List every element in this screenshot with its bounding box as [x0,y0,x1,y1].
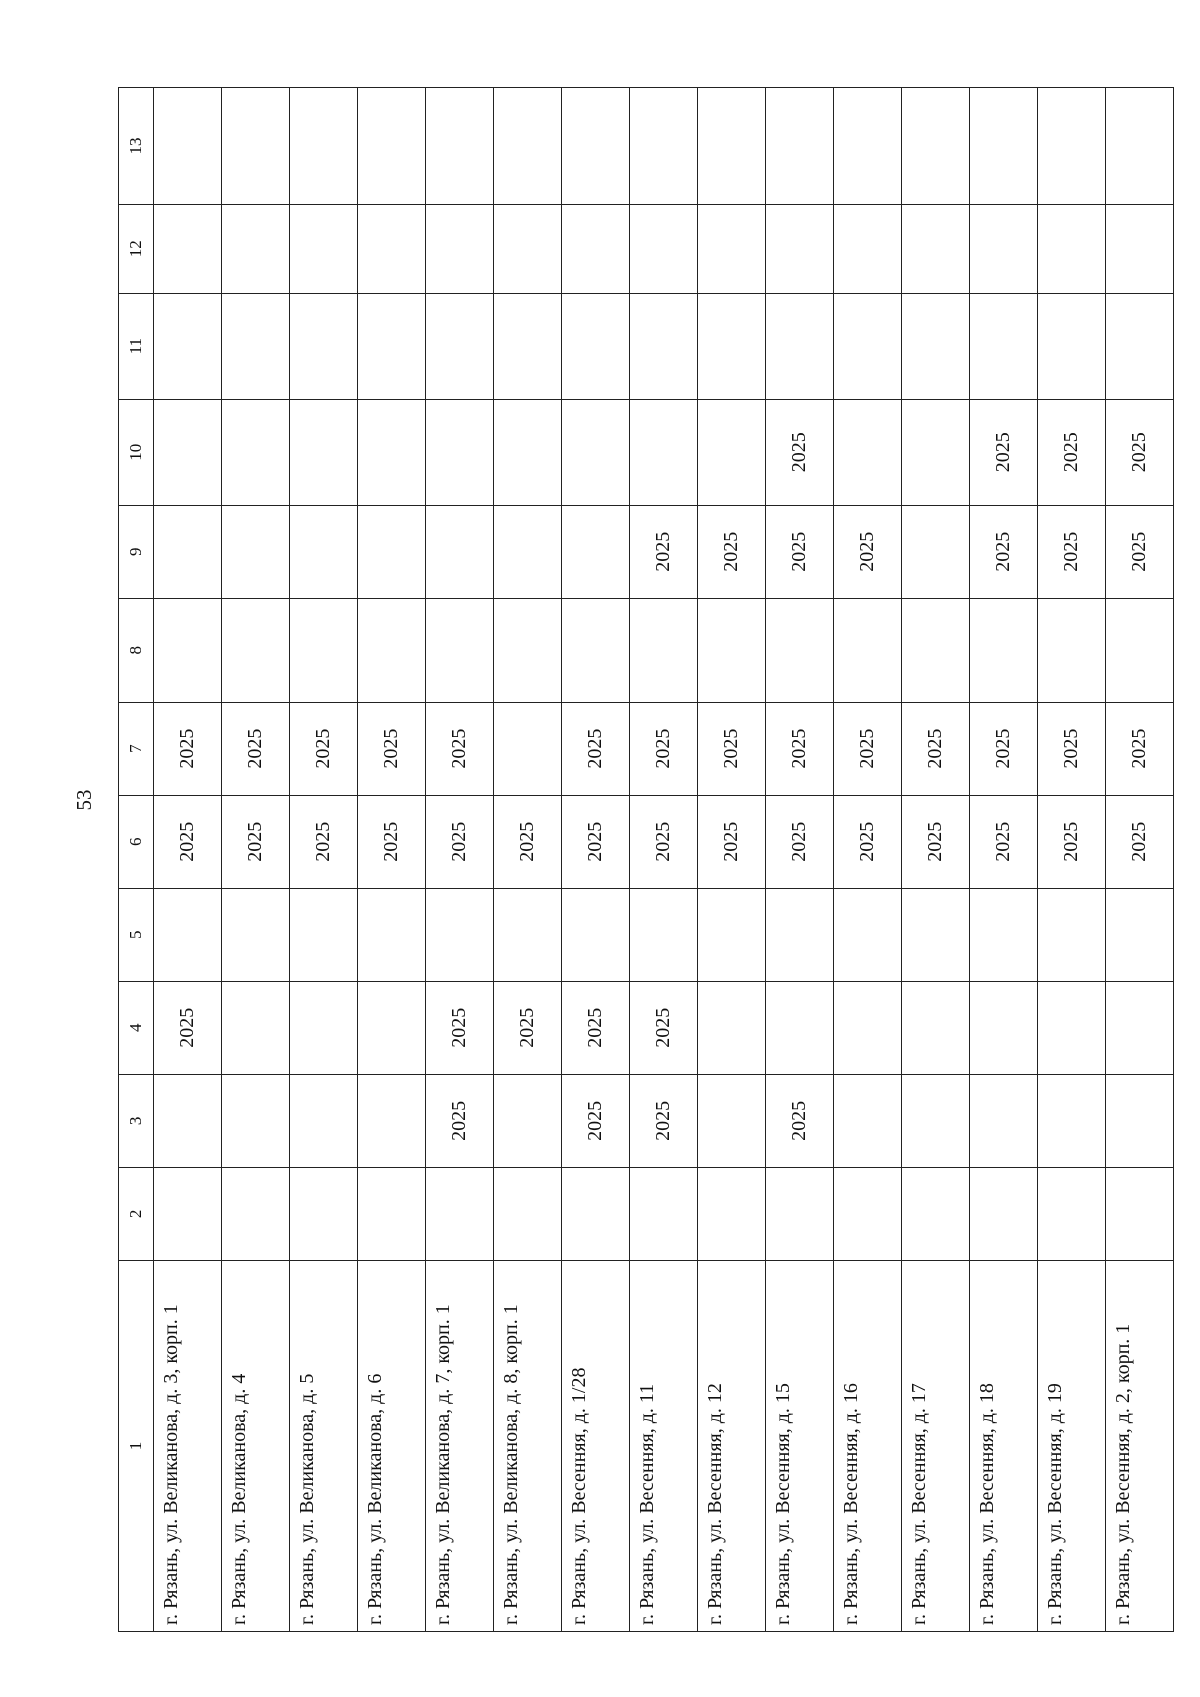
year-cell-col-3 [1038,1074,1106,1167]
year-cell-col-7: 2025 [902,702,970,795]
year-cell-col-4 [902,981,970,1074]
year-cell-col-4 [970,981,1038,1074]
table-row [1106,88,1174,1632]
year-cell-col-9: 2025 [970,505,1038,598]
table-row [698,88,766,1632]
table-row [426,88,494,1632]
year-cell-col-6: 2025 [426,795,494,888]
year-cell-col-5 [222,888,290,981]
year-cell-col-4: 2025 [494,981,562,1074]
column-header-3: 3 [119,1074,154,1167]
year-cell-col-10 [698,399,766,505]
year-cell-col-13 [902,88,970,205]
year-cell-col-5 [970,888,1038,981]
year-cell-col-4 [222,981,290,1074]
year-cell-col-12 [222,204,290,293]
year-cell-col-12 [494,204,562,293]
year-cell-col-10 [630,399,698,505]
year-cell-col-13 [494,88,562,205]
year-cell-col-8 [970,598,1038,702]
year-cell-col-12 [562,204,630,293]
table-row [766,88,834,1632]
year-cell-col-5 [562,888,630,981]
year-cell-col-5 [630,888,698,981]
column-header-10: 10 [119,399,154,505]
table-row [970,88,1038,1632]
year-cell-col-12 [1038,204,1106,293]
year-cell-col-5 [426,888,494,981]
year-cell-col-5 [698,888,766,981]
year-cell-col-5 [766,888,834,981]
year-cell-col-6: 2025 [1106,795,1174,888]
year-cell-col-2 [970,1167,1038,1260]
year-cell-col-12 [698,204,766,293]
year-cell-col-3 [222,1074,290,1167]
year-cell-col-4 [766,981,834,1074]
year-cell-col-10 [426,399,494,505]
year-cell-col-13 [834,88,902,205]
year-cell-col-11 [902,293,970,399]
year-cell-col-6: 2025 [698,795,766,888]
year-cell-col-7: 2025 [698,702,766,795]
year-cell-col-10: 2025 [1038,399,1106,505]
column-header-1: 1 [119,1260,154,1631]
table-row [290,88,358,1632]
year-cell-col-7: 2025 [562,702,630,795]
year-cell-col-7: 2025 [290,702,358,795]
year-cell-col-11 [630,293,698,399]
year-cell-col-13 [222,88,290,205]
year-cell-col-2 [902,1167,970,1260]
year-cell-col-12 [834,204,902,293]
year-cell-col-10: 2025 [1106,399,1174,505]
year-cell-col-13 [358,88,426,205]
year-cell-col-2 [290,1167,358,1260]
table-row [494,88,562,1632]
year-cell-col-13 [290,88,358,205]
year-cell-col-6: 2025 [154,795,222,888]
year-cell-col-11 [698,293,766,399]
year-cell-col-13 [698,88,766,205]
year-cell-col-13 [562,88,630,205]
column-header-2: 2 [119,1167,154,1260]
year-cell-col-4: 2025 [154,981,222,1074]
year-cell-col-8 [630,598,698,702]
year-cell-col-10: 2025 [970,399,1038,505]
year-cell-col-3 [902,1074,970,1167]
year-cell-col-8 [562,598,630,702]
year-cell-col-10 [222,399,290,505]
year-cell-col-2 [766,1167,834,1260]
year-cell-col-7: 2025 [222,702,290,795]
year-cell-col-12 [902,204,970,293]
column-header-5: 5 [119,888,154,981]
address-cell: г. Рязань, ул. Весенняя, д. 12 [698,1260,766,1631]
year-cell-col-9: 2025 [766,505,834,598]
table-row [154,88,222,1632]
year-cell-col-5 [358,888,426,981]
table-row [222,88,290,1632]
year-cell-col-11 [290,293,358,399]
year-cell-col-4 [834,981,902,1074]
year-cell-col-10: 2025 [766,399,834,505]
year-cell-col-12 [970,204,1038,293]
year-cell-col-3: 2025 [426,1074,494,1167]
year-cell-col-7: 2025 [426,702,494,795]
year-cell-col-6: 2025 [766,795,834,888]
year-cell-col-4: 2025 [630,981,698,1074]
page-number: 53 [72,789,96,811]
year-cell-col-9 [290,505,358,598]
year-cell-col-5 [902,888,970,981]
year-cell-col-8 [902,598,970,702]
year-cell-col-11 [1106,293,1174,399]
year-cell-col-10 [154,399,222,505]
column-header-13: 13 [119,88,154,205]
year-cell-col-3 [1106,1074,1174,1167]
year-cell-col-10 [902,399,970,505]
year-cell-col-8 [698,598,766,702]
year-cell-col-10 [562,399,630,505]
year-cell-col-13 [766,88,834,205]
year-cell-col-3 [698,1074,766,1167]
year-cell-col-11 [358,293,426,399]
year-cell-col-12 [426,204,494,293]
year-cell-col-7 [494,702,562,795]
year-cell-col-3 [970,1074,1038,1167]
year-cell-col-13 [1038,88,1106,205]
year-cell-col-8 [358,598,426,702]
table-row [358,88,426,1632]
year-cell-col-10 [358,399,426,505]
column-header-9: 9 [119,505,154,598]
year-cell-col-2 [358,1167,426,1260]
table-row [834,88,902,1632]
year-cell-col-2 [630,1167,698,1260]
table-container [118,87,1150,1632]
address-cell: г. Рязань, ул. Весенняя, д. 2, корп. 1 [1106,1260,1174,1631]
year-cell-col-9 [902,505,970,598]
column-header-6: 6 [119,795,154,888]
year-cell-col-5 [494,888,562,981]
year-cell-col-8 [426,598,494,702]
year-cell-col-13 [630,88,698,205]
address-cell: г. Рязань, ул. Весенняя, д. 18 [970,1260,1038,1631]
year-cell-col-2 [154,1167,222,1260]
year-cell-col-2 [222,1167,290,1260]
year-cell-col-6: 2025 [1038,795,1106,888]
year-cell-col-13 [1106,88,1174,205]
table-header [119,88,154,1632]
year-cell-col-3: 2025 [562,1074,630,1167]
year-cell-col-10 [494,399,562,505]
year-cell-col-12 [358,204,426,293]
year-cell-col-8 [290,598,358,702]
year-cell-col-4: 2025 [562,981,630,1074]
year-cell-col-8 [1106,598,1174,702]
year-cell-col-11 [154,293,222,399]
year-cell-col-8 [222,598,290,702]
year-cell-col-4 [1038,981,1106,1074]
schedule-table [118,87,1174,1632]
year-cell-col-11 [1038,293,1106,399]
year-cell-col-4: 2025 [426,981,494,1074]
year-cell-col-6: 2025 [358,795,426,888]
year-cell-col-8 [1038,598,1106,702]
year-cell-col-8 [834,598,902,702]
column-header-8: 8 [119,598,154,702]
year-cell-col-3 [358,1074,426,1167]
year-cell-col-7: 2025 [1038,702,1106,795]
year-cell-col-3: 2025 [766,1074,834,1167]
address-cell: г. Рязань, ул. Весенняя, д. 11 [630,1260,698,1631]
year-cell-col-8 [154,598,222,702]
year-cell-col-9 [358,505,426,598]
address-cell: г. Рязань, ул. Великанова, д. 3, корп. 1 [154,1260,222,1631]
year-cell-col-12 [290,204,358,293]
year-cell-col-2 [698,1167,766,1260]
address-cell: г. Рязань, ул. Весенняя, д. 16 [834,1260,902,1631]
year-cell-col-4 [290,981,358,1074]
address-cell: г. Рязань, ул. Великанова, д. 8, корп. 1 [494,1260,562,1631]
year-cell-col-11 [834,293,902,399]
year-cell-col-5 [154,888,222,981]
year-cell-col-13 [154,88,222,205]
year-cell-col-9: 2025 [1038,505,1106,598]
year-cell-col-6: 2025 [834,795,902,888]
table-row [1038,88,1106,1632]
year-cell-col-11 [426,293,494,399]
year-cell-col-9 [222,505,290,598]
year-cell-col-4 [698,981,766,1074]
address-cell: г. Рязань, ул. Великанова, д. 6 [358,1260,426,1631]
year-cell-col-2 [834,1167,902,1260]
year-cell-col-7: 2025 [358,702,426,795]
table-row [630,88,698,1632]
year-cell-col-6: 2025 [222,795,290,888]
column-header-11: 11 [119,293,154,399]
year-cell-col-13 [426,88,494,205]
address-cell: г. Рязань, ул. Великанова, д. 5 [290,1260,358,1631]
year-cell-col-13 [970,88,1038,205]
year-cell-col-3 [494,1074,562,1167]
year-cell-col-9 [426,505,494,598]
year-cell-col-9: 2025 [1106,505,1174,598]
year-cell-col-2 [1038,1167,1106,1260]
year-cell-col-7: 2025 [970,702,1038,795]
year-cell-col-5 [1038,888,1106,981]
year-cell-col-11 [222,293,290,399]
year-cell-col-2 [562,1167,630,1260]
table-row [562,88,630,1632]
year-cell-col-7: 2025 [630,702,698,795]
table-row [902,88,970,1632]
year-cell-col-9 [494,505,562,598]
year-cell-col-12 [766,204,834,293]
year-cell-col-11 [766,293,834,399]
year-cell-col-8 [494,598,562,702]
year-cell-col-3: 2025 [630,1074,698,1167]
year-cell-col-2 [1106,1167,1174,1260]
column-header-4: 4 [119,981,154,1074]
header-row [119,88,154,1632]
year-cell-col-5 [1106,888,1174,981]
address-cell: г. Рязань, ул. Великанова, д. 7, корп. 1 [426,1260,494,1631]
year-cell-col-5 [290,888,358,981]
year-cell-col-3 [290,1074,358,1167]
column-header-12: 12 [119,204,154,293]
year-cell-col-4 [358,981,426,1074]
year-cell-col-9: 2025 [698,505,766,598]
year-cell-col-6: 2025 [630,795,698,888]
column-header-7: 7 [119,702,154,795]
year-cell-col-12 [1106,204,1174,293]
address-cell: г. Рязань, ул. Великанова, д. 4 [222,1260,290,1631]
year-cell-col-6: 2025 [970,795,1038,888]
year-cell-col-11 [562,293,630,399]
address-cell: г. Рязань, ул. Весенняя, д. 17 [902,1260,970,1631]
address-cell: г. Рязань, ул. Весенняя, д. 1/28 [562,1260,630,1631]
year-cell-col-6: 2025 [290,795,358,888]
year-cell-col-9 [154,505,222,598]
year-cell-col-8 [766,598,834,702]
year-cell-col-10 [834,399,902,505]
year-cell-col-6: 2025 [494,795,562,888]
year-cell-col-2 [494,1167,562,1260]
year-cell-col-6: 2025 [562,795,630,888]
year-cell-col-4 [1106,981,1174,1074]
year-cell-col-7: 2025 [766,702,834,795]
year-cell-col-2 [426,1167,494,1260]
year-cell-col-5 [834,888,902,981]
year-cell-col-11 [970,293,1038,399]
year-cell-col-12 [630,204,698,293]
year-cell-col-6: 2025 [902,795,970,888]
year-cell-col-3 [834,1074,902,1167]
year-cell-col-12 [154,204,222,293]
year-cell-col-7: 2025 [834,702,902,795]
address-cell: г. Рязань, ул. Весенняя, д. 19 [1038,1260,1106,1631]
table-body [154,88,1174,1632]
year-cell-col-7: 2025 [154,702,222,795]
year-cell-col-7: 2025 [1106,702,1174,795]
address-cell: г. Рязань, ул. Весенняя, д. 15 [766,1260,834,1631]
year-cell-col-11 [494,293,562,399]
year-cell-col-9: 2025 [834,505,902,598]
year-cell-col-9 [562,505,630,598]
year-cell-col-3 [154,1074,222,1167]
year-cell-col-9: 2025 [630,505,698,598]
year-cell-col-10 [290,399,358,505]
